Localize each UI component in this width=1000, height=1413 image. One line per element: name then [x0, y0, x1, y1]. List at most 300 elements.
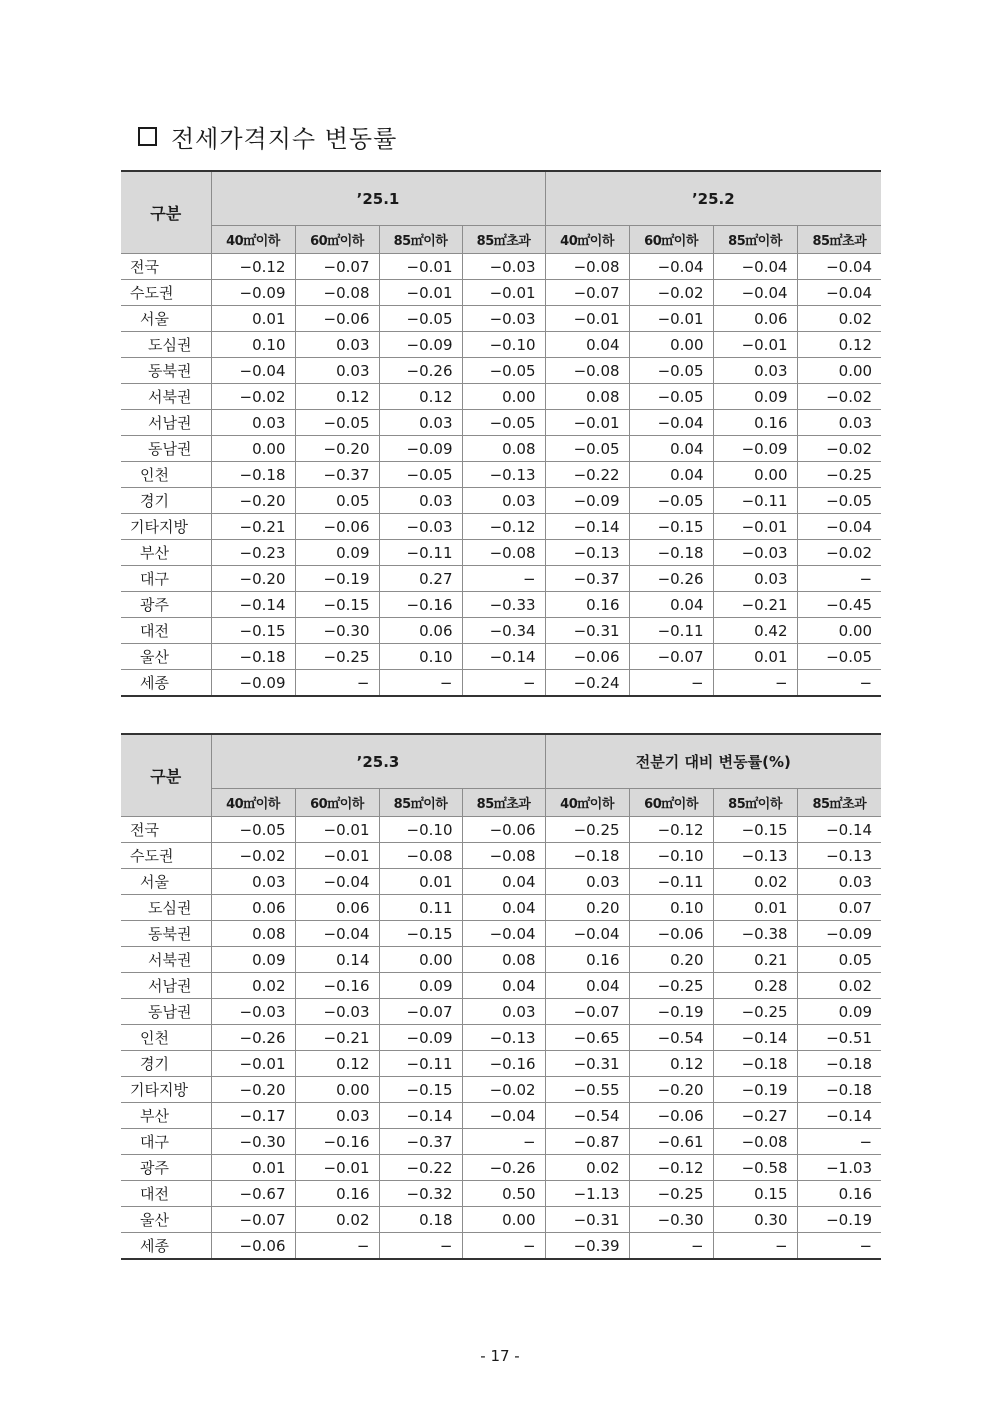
row-label: 경기 [121, 488, 211, 514]
value-cell: −0.67 [211, 1181, 295, 1207]
title-text: 전세가격지수 변동률 [171, 124, 398, 153]
table-row [121, 947, 881, 973]
value-cell: −0.06 [211, 1233, 295, 1260]
value-cell: −0.04 [713, 280, 797, 306]
value-cell: −0.06 [629, 1103, 713, 1129]
value-cell: −0.23 [211, 540, 295, 566]
table-row [121, 488, 881, 514]
value-cell: −0.05 [545, 436, 629, 462]
value-cell: 0.03 [295, 358, 379, 384]
value-cell: −0.18 [797, 1051, 881, 1077]
value-cell: −0.45 [797, 592, 881, 618]
value-cell: −0.16 [462, 1051, 545, 1077]
value-cell: −0.21 [211, 514, 295, 540]
value-cell: −0.12 [462, 514, 545, 540]
value-cell: −0.04 [713, 254, 797, 280]
row-label: 동북권 [121, 358, 211, 384]
value-cell: −0.19 [713, 1077, 797, 1103]
value-cell: 0.04 [462, 895, 545, 921]
row-label: 인천 [121, 462, 211, 488]
row-label: 대구 [121, 566, 211, 592]
row-label: 전국 [121, 817, 211, 843]
value-cell: 0.03 [295, 1103, 379, 1129]
value-cell: −0.18 [713, 1051, 797, 1077]
value-cell: 0.09 [295, 540, 379, 566]
value-cell: − [713, 670, 797, 697]
value-cell: −0.01 [545, 410, 629, 436]
value-cell: −0.16 [295, 973, 379, 999]
value-cell: −0.30 [629, 1207, 713, 1233]
value-cell: 0.03 [211, 869, 295, 895]
column-header: 60㎡이하 [629, 226, 713, 254]
page-title [138, 118, 397, 154]
value-cell: 0.03 [295, 332, 379, 358]
table-row [121, 358, 881, 384]
value-cell: −0.01 [462, 280, 545, 306]
value-cell: 0.06 [211, 895, 295, 921]
value-cell: −0.54 [545, 1103, 629, 1129]
value-cell: −0.55 [545, 1077, 629, 1103]
value-cell: 0.01 [713, 644, 797, 670]
value-cell: 0.05 [797, 947, 881, 973]
value-cell: −0.04 [211, 358, 295, 384]
value-cell: −0.05 [211, 817, 295, 843]
column-header: 85㎡이하 [379, 226, 462, 254]
value-cell: −0.32 [379, 1181, 462, 1207]
value-cell: −0.10 [379, 817, 462, 843]
value-cell: −0.12 [629, 1155, 713, 1181]
row-label: 동남권 [121, 999, 211, 1025]
table-row [121, 306, 881, 332]
value-cell: 0.09 [211, 947, 295, 973]
table-row [121, 280, 881, 306]
value-cell: −0.09 [797, 921, 881, 947]
value-cell: −0.04 [295, 869, 379, 895]
value-cell: −0.25 [629, 1181, 713, 1207]
value-cell: −0.03 [295, 999, 379, 1025]
value-cell: −0.16 [379, 592, 462, 618]
value-cell: −0.02 [797, 384, 881, 410]
value-cell: −0.15 [379, 1077, 462, 1103]
table-row [121, 462, 881, 488]
value-cell: −0.07 [211, 1207, 295, 1233]
value-cell: −0.05 [462, 358, 545, 384]
value-cell: 0.00 [797, 358, 881, 384]
column-header: 85㎡초과 [462, 226, 545, 254]
value-cell: 0.28 [713, 973, 797, 999]
value-cell: 0.02 [545, 1155, 629, 1181]
value-cell: −0.14 [462, 644, 545, 670]
row-label: 부산 [121, 540, 211, 566]
value-cell: −0.03 [713, 540, 797, 566]
value-cell: −0.03 [211, 999, 295, 1025]
value-cell: −0.09 [545, 488, 629, 514]
value-cell: −0.13 [462, 462, 545, 488]
value-cell: − [629, 1233, 713, 1260]
value-cell: −0.03 [462, 254, 545, 280]
value-cell: −0.08 [295, 280, 379, 306]
value-cell: 0.03 [713, 566, 797, 592]
value-cell: −0.20 [211, 1077, 295, 1103]
row-label: 서북권 [121, 384, 211, 410]
value-cell: 0.03 [379, 410, 462, 436]
value-cell: −0.07 [629, 644, 713, 670]
value-cell: − [379, 1233, 462, 1260]
value-cell: 0.42 [713, 618, 797, 644]
value-cell: −0.26 [462, 1155, 545, 1181]
table-row [121, 1129, 881, 1155]
value-cell: −0.06 [629, 921, 713, 947]
row-label: 동북권 [121, 921, 211, 947]
value-cell: 0.10 [379, 644, 462, 670]
row-label: 울산 [121, 1207, 211, 1233]
value-cell: −0.14 [797, 1103, 881, 1129]
value-cell: −0.05 [379, 306, 462, 332]
value-cell: −0.07 [545, 999, 629, 1025]
row-label: 전국 [121, 254, 211, 280]
row-label: 대전 [121, 1181, 211, 1207]
value-cell: 0.03 [545, 869, 629, 895]
value-cell: −0.07 [379, 999, 462, 1025]
value-cell: 0.06 [295, 895, 379, 921]
value-cell: 0.03 [462, 488, 545, 514]
table-row [121, 1025, 881, 1051]
value-cell: −0.04 [462, 1103, 545, 1129]
value-cell: − [462, 670, 545, 697]
value-cell: 0.18 [379, 1207, 462, 1233]
value-cell: −0.05 [797, 644, 881, 670]
value-cell: 0.04 [629, 592, 713, 618]
column-header: 85㎡초과 [797, 789, 881, 817]
value-cell: −0.37 [295, 462, 379, 488]
row-label: 동남권 [121, 436, 211, 462]
row-label: 수도권 [121, 280, 211, 306]
table-row [121, 384, 881, 410]
value-cell: −0.10 [462, 332, 545, 358]
checkbox-square-icon [138, 127, 157, 146]
row-label: 기타지방 [121, 1077, 211, 1103]
value-cell: −0.31 [545, 618, 629, 644]
value-cell: 0.12 [379, 384, 462, 410]
value-cell: −0.15 [379, 921, 462, 947]
value-cell: 0.10 [629, 895, 713, 921]
value-cell: −0.04 [797, 280, 881, 306]
value-cell: −0.24 [545, 670, 629, 697]
column-header: 40㎡이하 [545, 789, 629, 817]
value-cell: −0.30 [295, 618, 379, 644]
value-cell: −0.17 [211, 1103, 295, 1129]
value-cell: 0.10 [211, 332, 295, 358]
column-header: 60㎡이하 [629, 789, 713, 817]
value-cell: −0.03 [379, 514, 462, 540]
column-header: 60㎡이하 [295, 226, 379, 254]
row-label: 서남권 [121, 410, 211, 436]
table-row [121, 1233, 881, 1260]
value-cell: 0.00 [211, 436, 295, 462]
value-cell: −0.02 [797, 436, 881, 462]
value-cell: −0.04 [797, 514, 881, 540]
table-row [121, 514, 881, 540]
value-cell: −0.18 [211, 462, 295, 488]
value-cell: −0.20 [211, 566, 295, 592]
value-cell: − [379, 670, 462, 697]
value-cell: 0.12 [295, 384, 379, 410]
value-cell: −0.06 [295, 514, 379, 540]
value-cell: −0.02 [211, 384, 295, 410]
column-header: 85㎡초과 [797, 226, 881, 254]
value-cell: −0.04 [629, 254, 713, 280]
value-cell: −0.01 [629, 306, 713, 332]
value-cell: −0.05 [462, 410, 545, 436]
row-label: 부산 [121, 1103, 211, 1129]
column-header: 85㎡이하 [713, 789, 797, 817]
value-cell: −0.16 [295, 1129, 379, 1155]
value-cell: −0.01 [295, 817, 379, 843]
value-cell: −0.11 [713, 488, 797, 514]
value-cell: 0.00 [379, 947, 462, 973]
value-cell: − [797, 1129, 881, 1155]
value-cell: −0.33 [462, 592, 545, 618]
value-cell: −0.05 [379, 462, 462, 488]
table-row [121, 592, 881, 618]
value-cell: −0.02 [797, 540, 881, 566]
table-row [121, 869, 881, 895]
value-cell: −0.07 [545, 280, 629, 306]
value-cell: 0.27 [379, 566, 462, 592]
value-cell: −0.22 [545, 462, 629, 488]
table-row [121, 566, 881, 592]
value-cell: −0.05 [629, 358, 713, 384]
value-cell: −0.31 [545, 1207, 629, 1233]
row-label: 수도권 [121, 843, 211, 869]
value-cell: − [462, 566, 545, 592]
value-cell: −0.20 [211, 488, 295, 514]
value-cell: −0.01 [379, 280, 462, 306]
table-row [121, 999, 881, 1025]
table-row [121, 1181, 881, 1207]
value-cell: −0.37 [545, 566, 629, 592]
value-cell: −0.26 [211, 1025, 295, 1051]
value-cell: 0.16 [797, 1181, 881, 1207]
value-cell: 0.03 [211, 410, 295, 436]
value-cell: 0.00 [629, 332, 713, 358]
value-cell: 0.00 [797, 618, 881, 644]
table-row [121, 1207, 881, 1233]
value-cell: −0.31 [545, 1051, 629, 1077]
value-cell: −1.03 [797, 1155, 881, 1181]
value-cell: −0.25 [797, 462, 881, 488]
row-label: 세종 [121, 1233, 211, 1260]
value-cell: −0.04 [797, 254, 881, 280]
table-row [121, 1051, 881, 1077]
value-cell: −0.87 [545, 1129, 629, 1155]
value-cell: −0.21 [295, 1025, 379, 1051]
value-cell: 0.03 [713, 358, 797, 384]
row-label: 대구 [121, 1129, 211, 1155]
value-cell: −0.01 [379, 254, 462, 280]
value-cell: 0.06 [379, 618, 462, 644]
value-cell: −1.13 [545, 1181, 629, 1207]
value-cell: −0.65 [545, 1025, 629, 1051]
value-cell: −0.02 [211, 843, 295, 869]
value-cell: 0.03 [379, 488, 462, 514]
value-cell: 0.05 [295, 488, 379, 514]
value-cell: −0.14 [211, 592, 295, 618]
table-row [121, 644, 881, 670]
row-label: 광주 [121, 592, 211, 618]
row-label: 도심권 [121, 895, 211, 921]
value-cell: 0.01 [211, 306, 295, 332]
table-row [121, 436, 881, 462]
value-cell: 0.12 [295, 1051, 379, 1077]
value-cell: 0.30 [713, 1207, 797, 1233]
value-cell: −0.20 [629, 1077, 713, 1103]
value-cell: −0.02 [462, 1077, 545, 1103]
value-cell: −0.13 [462, 1025, 545, 1051]
value-cell: −0.54 [629, 1025, 713, 1051]
value-cell: 0.04 [545, 332, 629, 358]
value-cell: 0.02 [713, 869, 797, 895]
value-cell: − [295, 1233, 379, 1260]
value-cell: −0.03 [462, 306, 545, 332]
value-cell: −0.14 [713, 1025, 797, 1051]
value-cell: 0.04 [629, 462, 713, 488]
table-row [121, 973, 881, 999]
value-cell: 0.16 [545, 947, 629, 973]
table-row [121, 618, 881, 644]
value-cell: −0.18 [211, 644, 295, 670]
value-cell: 0.02 [295, 1207, 379, 1233]
value-cell: −0.11 [379, 540, 462, 566]
table-row [121, 1077, 881, 1103]
value-cell: −0.19 [629, 999, 713, 1025]
value-cell: −0.08 [713, 1129, 797, 1155]
value-cell: −0.01 [295, 1155, 379, 1181]
value-cell: 0.09 [379, 973, 462, 999]
value-cell: 0.00 [295, 1077, 379, 1103]
value-cell: −0.05 [797, 488, 881, 514]
value-cell: −0.10 [629, 843, 713, 869]
row-label: 세종 [121, 670, 211, 697]
value-cell: −0.14 [545, 514, 629, 540]
value-cell: 0.03 [797, 869, 881, 895]
value-cell: −0.11 [379, 1051, 462, 1077]
value-cell: 0.12 [629, 1051, 713, 1077]
value-cell: 0.11 [379, 895, 462, 921]
value-cell: −0.38 [713, 921, 797, 947]
corner-header: 구분 [121, 734, 211, 817]
value-cell: 0.16 [295, 1181, 379, 1207]
value-cell: −0.05 [295, 410, 379, 436]
value-cell: −0.18 [797, 1077, 881, 1103]
value-cell: −0.06 [462, 817, 545, 843]
row-label: 광주 [121, 1155, 211, 1181]
value-cell: 0.08 [211, 921, 295, 947]
value-cell: −0.27 [713, 1103, 797, 1129]
value-cell: −0.08 [462, 843, 545, 869]
value-cell: −0.30 [211, 1129, 295, 1155]
value-cell: 0.04 [462, 869, 545, 895]
value-cell: 0.09 [713, 384, 797, 410]
value-cell: 0.08 [462, 947, 545, 973]
value-cell: 0.20 [545, 895, 629, 921]
value-cell: −0.08 [462, 540, 545, 566]
value-cell: −0.15 [211, 618, 295, 644]
table-row [121, 410, 881, 436]
value-cell: −0.19 [797, 1207, 881, 1233]
value-cell: 0.02 [797, 973, 881, 999]
value-cell: −0.14 [797, 817, 881, 843]
column-header: 40㎡이하 [211, 789, 295, 817]
column-header: 85㎡이하 [379, 789, 462, 817]
column-header: 40㎡이하 [211, 226, 295, 254]
row-label: 대전 [121, 618, 211, 644]
value-cell: − [462, 1129, 545, 1155]
value-cell: −0.26 [379, 358, 462, 384]
value-cell: 0.21 [713, 947, 797, 973]
value-cell: −0.02 [629, 280, 713, 306]
value-cell: − [797, 670, 881, 697]
value-cell: 0.14 [295, 947, 379, 973]
value-cell: −0.37 [379, 1129, 462, 1155]
value-cell: −0.61 [629, 1129, 713, 1155]
value-cell: − [713, 1233, 797, 1260]
row-label: 기타지방 [121, 514, 211, 540]
value-cell: −0.08 [545, 358, 629, 384]
value-cell: −0.39 [545, 1233, 629, 1260]
table-row [121, 254, 881, 280]
group-header: 전분기 대비 변동률(%) [545, 734, 881, 789]
value-cell: 0.50 [462, 1181, 545, 1207]
value-cell: −0.22 [379, 1155, 462, 1181]
group-header: ’25.2 [545, 171, 881, 226]
value-cell: 0.01 [211, 1155, 295, 1181]
value-cell: −0.05 [629, 488, 713, 514]
jeonse-index-table-2 [121, 733, 881, 1260]
value-cell: −0.06 [295, 306, 379, 332]
value-cell: −0.08 [379, 843, 462, 869]
value-cell: −0.13 [797, 843, 881, 869]
value-cell: −0.01 [211, 1051, 295, 1077]
corner-header: 구분 [121, 171, 211, 254]
value-cell: −0.09 [379, 436, 462, 462]
value-cell: −0.09 [211, 670, 295, 697]
page-number: - 17 - [480, 1347, 520, 1365]
value-cell: −0.09 [379, 332, 462, 358]
value-cell: −0.04 [629, 410, 713, 436]
value-cell: 0.02 [211, 973, 295, 999]
group-header: ’25.1 [211, 171, 545, 226]
table-row [121, 1103, 881, 1129]
table-row [121, 1155, 881, 1181]
value-cell: −0.01 [713, 332, 797, 358]
table-row [121, 895, 881, 921]
row-label: 경기 [121, 1051, 211, 1077]
value-cell: −0.04 [462, 921, 545, 947]
value-cell: − [797, 566, 881, 592]
value-cell: −0.09 [211, 280, 295, 306]
value-cell: 0.01 [713, 895, 797, 921]
value-cell: −0.01 [295, 843, 379, 869]
value-cell: −0.25 [713, 999, 797, 1025]
jeonse-index-table-1 [121, 170, 881, 697]
value-cell: −0.13 [713, 843, 797, 869]
column-header: 85㎡초과 [462, 789, 545, 817]
value-cell: −0.11 [629, 869, 713, 895]
value-cell: 0.20 [629, 947, 713, 973]
value-cell: 0.00 [713, 462, 797, 488]
value-cell: −0.25 [295, 644, 379, 670]
